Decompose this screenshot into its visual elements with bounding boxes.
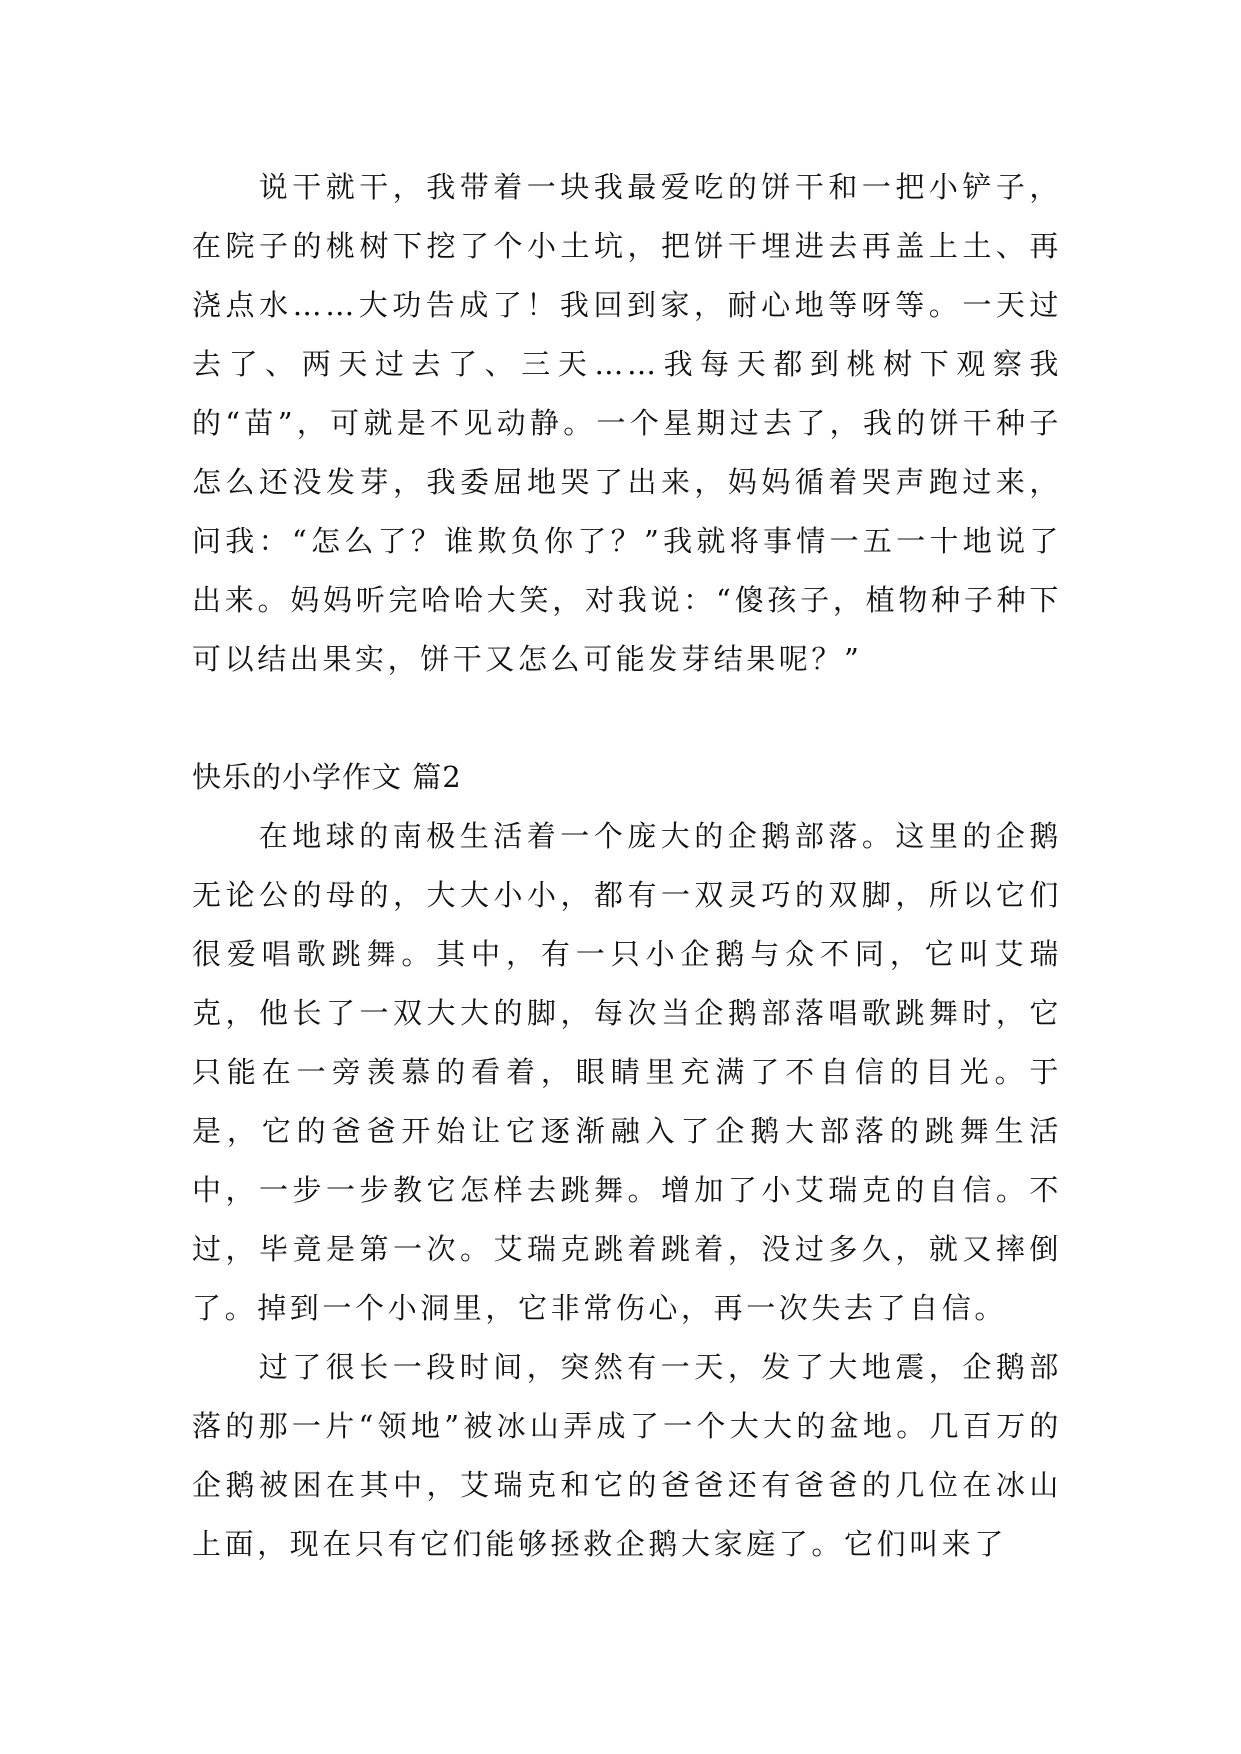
- paragraph-penguin-earthquake: 过了很长一段时间，突然有一天，发了大地震，企鹅部落的那一片“领地”被冰山弄成了一个大大的盆地。几百万的企鹅被困在其中，艾瑞克和它的爸爸还有爸爸的几位在冰山上面，现在只有它们能够拯救企鹅大家庭了。它们叫来了: [192, 1350, 1062, 1561]
- section-spacer: [192, 689, 1062, 748]
- essay-heading: 快乐的小学作文 篇2: [192, 760, 462, 794]
- document-page: [192, 158, 1062, 1574]
- paragraph-seed-story: 说干就干，我带着一块我最爱吃的饼干和一把小铲子，在院子的桃树下挖了个小土坑，把饼干埋进去再盖上土、再浇点水……大功告成了！我回到家，耐心地等呀等。一天过去了、两天过去了、三天……我每天都到桃树下观察我的“苗”，可就是不见动静。一个星期过去了，我的饼干种子怎么还没发芽，我委屈地哭了出来，妈妈循着哭声跑过来，问我：“怎么了？谁欺负你了？”我就将事情一五一十地说了出来。妈妈听完哈哈大笑，对我说：“傻孩子，植物种子种下可以结出果实，饼干又怎么可能发芽结果呢？”: [192, 170, 1062, 676]
- paragraph-penguin-intro: 在地球的南极生活着一个庞大的企鹅部落。这里的企鹅无论公的母的，大大小小，都有一双灵巧的双脚，所以它们很爱唱歌跳舞。其中，有一只小企鹅与众不同，它叫艾瑞克，他长了一双大大的脚，每次当企鹅部落唱歌跳舞时，它只能在一旁羡慕的看着，眼睛里充满了不自信的目光。于是，它的爸爸开始让它逐渐融入了企鹅大部落的跳舞生活中，一步一步教它怎样去跳舞。增加了小艾瑞克的自信。不过，毕竟是第一次。艾瑞克跳着跳着，没过多久，就又摔倒了。掉到一个小洞里，它非常伤心，再一次失去了自信。: [192, 819, 1062, 1325]
